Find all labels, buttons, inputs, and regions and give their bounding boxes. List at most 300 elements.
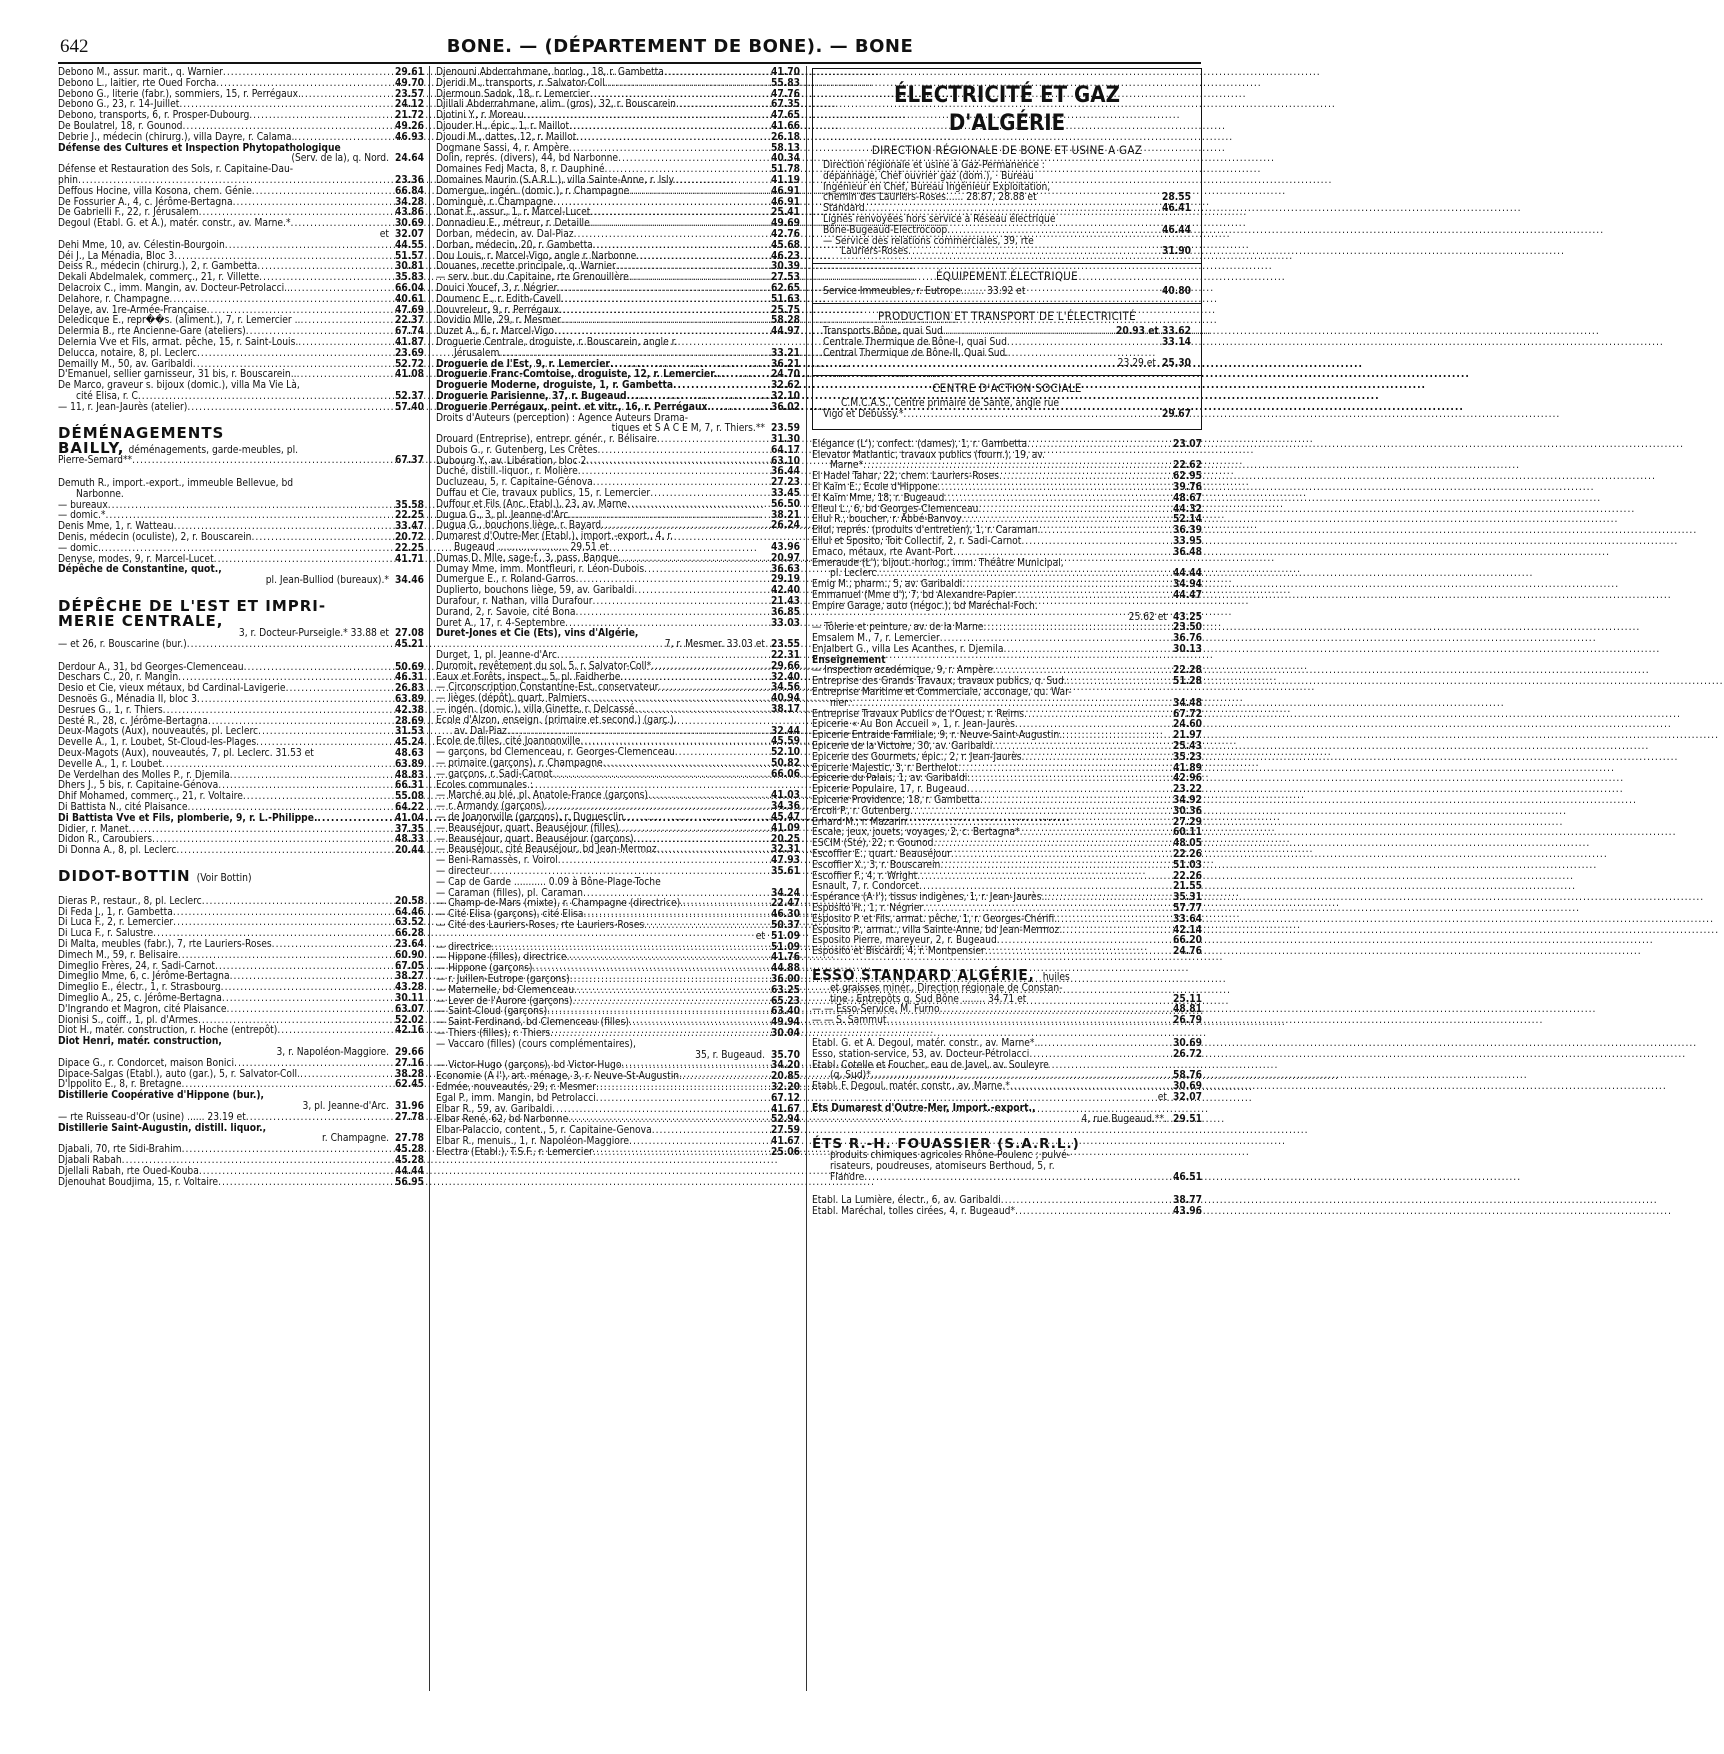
directory-entry xyxy=(58,760,424,771)
phone-number: 23.07 xyxy=(1173,438,1202,450)
entry-name: ESCIM (Sté), 22, r. Gounod xyxy=(812,838,934,850)
phone-number: 38.17 xyxy=(771,704,800,716)
entry-name: Droguerie de l'Est, 9, r. Lemercier xyxy=(436,358,610,370)
entry-line: Emeraude (L'), bijout.-horlog., imm. Théâtre Municipal, xyxy=(812,557,1064,569)
entry-name: Djenouhat Boudjima, 15, r. Voltaire xyxy=(58,1176,219,1188)
phone-number: 35.70 xyxy=(771,1049,800,1061)
entry-name: — Saint-Cloud (garçons) xyxy=(436,1006,548,1018)
column-3 xyxy=(812,68,1202,1217)
phone-number: 66.28 xyxy=(395,928,424,940)
phone-number: 45.21 xyxy=(395,638,424,650)
phone-number: 49.94 xyxy=(771,1017,800,1029)
entry-name: Edmée, nouveautés, 29, r. Mesmer xyxy=(436,1081,596,1093)
directory-entry xyxy=(58,1059,424,1070)
phone-number: 38.77 xyxy=(1173,1194,1202,1206)
entry-name: Djellali Rabah, rte Oued-Kouba xyxy=(58,1165,199,1177)
entry-line: Ets Dumarest d'Outre-Mer, Import.-export., xyxy=(812,1102,1036,1114)
advert-title: D'ALGÉRIE xyxy=(948,111,1066,136)
entry-name: Electra (Etabl.), T.S.F., r. Lemercier xyxy=(436,1146,593,1158)
entry-name: Donat F., assur., 1, r. Marcel-Lucet xyxy=(436,207,591,219)
entry-name: Djeridi M., transports, r. Salvator-Coll xyxy=(436,77,605,89)
entry-line: Défense des Cultures et Inspection Phytopathologique xyxy=(58,142,341,154)
entry-name: Di Battista N., cité Plaisance xyxy=(58,802,188,814)
entry-name: — Hippone (filles), directrice xyxy=(436,952,567,964)
entry-name: Esposito et Biscardi, 4, r. Montpensier xyxy=(812,946,985,958)
entry-name: Dugua G., bouchons liège, r. Bayard xyxy=(436,520,602,532)
header-rule xyxy=(58,62,1201,64)
entry-name: Epicerie Majestic, 3, r. Berthelot xyxy=(812,762,958,774)
directory-entry xyxy=(823,247,1191,258)
phone-number: 33.47 xyxy=(395,521,424,533)
entry-name: 23.29 et xyxy=(1117,358,1156,370)
phone-number: 25.30 xyxy=(1162,358,1191,370)
entry-name: Domaines Fedj Macta, 8, r. Dauphiné xyxy=(436,164,605,176)
leader-dots xyxy=(1015,591,1171,602)
phone-number: 63.89 xyxy=(395,758,424,770)
phone-number: 30.69 xyxy=(1173,1081,1202,1093)
entry-name: Denis Mme, 1, r. Watteau xyxy=(58,521,174,533)
phone-number: 35.31 xyxy=(1173,892,1202,904)
entry-name: — Champ-de-Mars (mixte), r. Champagne (directrice). xyxy=(436,898,684,910)
entry-name: Djotini Y., r. Moreau xyxy=(436,110,524,122)
leader-dots xyxy=(593,1148,769,1159)
entry-name: Epicerie des Gourmets, épic., 2, r. Jean-Jaurès xyxy=(812,751,1022,763)
entry-name: Dehi Mme, 10, av. Célestin-Bourgoin xyxy=(58,239,225,251)
entry-name: Esposito H., 1, r. Négrier xyxy=(812,903,924,915)
column-3-entries xyxy=(812,440,1202,1218)
entry-name: Debono, transports, 6, r. Prosper-Dubourg xyxy=(58,110,250,122)
entry-line: Entreprise Maritime et Commerciale, acconage, qu. War- xyxy=(812,687,1072,699)
entry-name: Desnoës G., Ménadia II, bloc 3 xyxy=(58,694,197,706)
advert-title: ÉLECTRICITÉ ET GAZ xyxy=(894,83,1120,108)
entry-name: Dimeglio A., 25, c. Jérôme-Bertagna xyxy=(58,992,222,1004)
entry-name: El Kaïm E., Ecole d'Hippone xyxy=(812,481,938,493)
entry-line: Ingénieur en Chef, Bureau Ingénieur Exploitation, xyxy=(823,181,1051,193)
phone-number: 27.53 xyxy=(771,272,800,284)
directory-entry xyxy=(812,861,1202,872)
entry-name: — Saint-Ferdinand, bd Clemenceau (filles) xyxy=(436,1017,629,1029)
phone-number: 67.35 xyxy=(771,99,800,111)
phone-number: 41.67 xyxy=(771,1103,800,1115)
entry-line: Ecoles communales : xyxy=(436,779,534,791)
leader-dots xyxy=(214,555,393,566)
entry-name: Droguerie Parisienne, 37, r. Bugeaud xyxy=(436,390,627,402)
phone-number: 23.59 xyxy=(771,423,800,435)
phone-number: 29.61 xyxy=(395,67,424,78)
phone-number: 42.16 xyxy=(395,1025,424,1037)
running-head: BONE. — (DÉPARTEMENT DE BONE). — BONE xyxy=(446,36,914,57)
phone-number: 48.63 xyxy=(395,748,424,760)
phone-number: 47.93 xyxy=(771,855,800,867)
advert-lines xyxy=(823,287,1191,298)
entry-name: Escoffier X., 3, r. Bouscarein xyxy=(812,859,941,871)
leader-dots xyxy=(178,951,393,962)
phone-number: 26.79 xyxy=(1173,1015,1202,1027)
entry-line: Droits d'Auteurs (perception) : Agence Auteurs Drama- xyxy=(436,412,689,424)
phone-number: 26.83 xyxy=(395,683,424,695)
phone-number: 51.57 xyxy=(395,250,424,262)
phone-number: 36.39 xyxy=(1173,525,1202,537)
entry-name: — et 26, r. Bouscarine (bur.) xyxy=(58,638,187,650)
phone-number: 21.97 xyxy=(1173,730,1202,742)
entry-line: — Vaccaro (filles) (cours complémentaires), xyxy=(436,1038,636,1050)
phone-number: 34.92 xyxy=(1173,795,1202,807)
phone-number: 58.28 xyxy=(771,315,800,327)
entry-name: Etabl. Maréchal, tolles cirées, 4, r. Bugeaud* xyxy=(812,1205,1016,1217)
leader-dots xyxy=(1015,1207,1171,1218)
phone-number: 49.26 xyxy=(395,120,424,132)
entry-name: Droguerie Franc-Comtoise, droguiste, 12, r. Lemercier. xyxy=(436,369,717,381)
entry-name: Dovidio Mlle, 29, r. Mesmer xyxy=(436,315,561,327)
entry-name: — Maternelle, bd Clemenceau xyxy=(436,984,575,996)
phone-number: 24.60 xyxy=(1173,719,1202,731)
phone-number: 36.48 xyxy=(1173,546,1202,558)
entry-line: et graisses minér., Direction régionale de Constan- xyxy=(830,982,1063,994)
entry-name: Debono G., 23, r. 14-Juillet xyxy=(58,99,180,111)
phone-number: 51.09 xyxy=(771,930,800,942)
entry-name: Déi J., La Ménadia, Bloc 3 xyxy=(58,250,175,262)
phone-number: 48.81 xyxy=(1173,1004,1202,1016)
phone-number: 46.51 xyxy=(1173,1171,1202,1183)
entry-line: Lignes renvoyées hors service à Réseau électrique xyxy=(823,213,1056,225)
directory-entry xyxy=(823,338,1191,349)
entry-name: Didier, r. Manet xyxy=(58,823,129,835)
directory-entry xyxy=(436,662,800,673)
entry-name: Dhers J., 5 bis, r. Capitaine-Génova xyxy=(58,780,219,792)
phone-number: 43.96 xyxy=(771,542,800,554)
phone-number: 58.76 xyxy=(1173,1070,1202,1082)
leader-dots xyxy=(202,897,393,908)
phone-number: 46.91 xyxy=(771,185,800,197)
entry-line: De Marco, graveur s. bijoux (domic.), villa Ma Vie Là, xyxy=(58,380,300,392)
phone-number: 22.28 xyxy=(1173,665,1202,677)
entry-name: Entreprise des Grands Travaux, travaux publics, q. Sud. xyxy=(812,676,1067,688)
directory-entry xyxy=(812,440,1202,451)
directory-entry xyxy=(436,241,800,252)
entry-name: Di Feda J., 1, r. Gambetta xyxy=(58,906,173,918)
entry-line: Défense et Restauration des Sols, r. Capitaine-Dau- xyxy=(58,164,294,176)
phone-number: 30.11 xyxy=(395,992,424,1004)
advert-lines xyxy=(823,161,1191,258)
entry-name: 7, r. Mesmer. 33.03 et xyxy=(664,639,765,651)
phone-number: 43.28 xyxy=(395,982,424,994)
directory-entry xyxy=(58,1005,424,1016)
entry-name: Epicerie de la Victoire, 30, av. Garibaldi xyxy=(812,741,993,753)
phone-number: 42.38 xyxy=(395,704,424,716)
entry-name: — Inspection académique, 9, r. Ampère xyxy=(812,665,993,677)
directory-entry xyxy=(436,986,800,997)
directory-entry xyxy=(436,295,800,306)
entry-name: Enjalbert G., villa Les Acanthes, r. Djemila xyxy=(812,643,1004,655)
phone-number: 45.68 xyxy=(771,239,800,251)
spacer xyxy=(812,1184,1202,1196)
phone-number: 65.23 xyxy=(771,995,800,1007)
entry-name: — Beauséjour, quart. Beauséjour (filles) xyxy=(436,822,619,834)
phone-number: 41.19 xyxy=(771,174,800,186)
leader-dots xyxy=(1025,287,1160,298)
leader-dots xyxy=(1027,440,1171,451)
phone-number: 30.04 xyxy=(771,1027,800,1039)
leader-dots xyxy=(197,349,393,360)
phone-number: 20.85 xyxy=(771,1071,800,1083)
phone-number: 30.36 xyxy=(1173,805,1202,817)
phone-number: 48.33 xyxy=(395,834,424,846)
entry-name: Dipace-Salgas (Etabl.), auto (gar.), 5, r. Salvator-Coll. xyxy=(58,1068,301,1080)
entry-name: — Hippone (garçons) xyxy=(436,963,533,975)
leader-dots xyxy=(1007,338,1160,349)
directory-entry xyxy=(58,133,424,144)
phone-number: 32.40 xyxy=(771,671,800,683)
entry-name: — directeur xyxy=(436,865,490,877)
entry-name: Esnault, 7, r. Condorcet xyxy=(812,881,920,893)
phone-number: 50.82 xyxy=(771,758,800,769)
phone-number: 47.76 xyxy=(771,88,800,100)
entry-name: Durafour, r. Nathan, villa Durafour xyxy=(436,596,593,608)
entry-name: Debono M., assur. marit., q. Warnier xyxy=(58,67,223,78)
spacer xyxy=(58,651,424,663)
phone-number: 48.05 xyxy=(1173,838,1202,850)
leader-dots xyxy=(317,814,393,825)
phone-number: 27.59 xyxy=(771,1125,800,1137)
entry-name: Delernia Vve et Fils, armat. pêche, 15, r. Saint-Louis. xyxy=(58,336,299,348)
phone-number: 34.28 xyxy=(395,196,424,208)
entry-name: Elégance (L'), confect. (dames), 1, r. Gambetta xyxy=(812,438,1028,450)
entry-name: 3, pl. Jeanne-d'Arc. xyxy=(302,1100,389,1112)
leader-dots xyxy=(499,349,769,360)
section-heading: MERIE CENTRALE, xyxy=(58,612,224,631)
entry-name: Escale, jeux, jouets, voyages, 2, c. Bertagna* xyxy=(812,827,1020,839)
entry-line: Enseignement xyxy=(812,654,886,666)
phone-number: 46.23 xyxy=(771,250,800,262)
entry-name: Dumas D. Mlle, sage-f., 3, pass. Banque xyxy=(436,552,619,564)
entry-name: Economie (A l'), art. ménage, 3, r. Neuve-St-Augustin. xyxy=(436,1071,682,1083)
phone-number: 40.80 xyxy=(1162,286,1191,298)
entry-name: Dugua G., 3, pl. Jeanne-d'Arc xyxy=(436,509,569,521)
entry-name: — Marché au blé, pl. Anatole-France (garçons) xyxy=(436,790,648,802)
phone-number: 41.09 xyxy=(771,822,800,834)
directory-entry xyxy=(812,915,1202,926)
phone-number: 23.55 xyxy=(771,639,800,651)
entry-name: tine : Entrepôts q. Sud Bône ........ 34.71 et xyxy=(830,993,1027,1005)
entry-name: Ellul, représ. (produits d'entretien), 1, r. Caraman. xyxy=(812,525,1041,537)
phone-number: 26.18 xyxy=(771,131,800,143)
phone-number: 44.55 xyxy=(395,239,424,251)
phone-number: 34.48 xyxy=(1173,697,1202,709)
phone-number: 33.03 xyxy=(771,617,800,629)
entry-name: Debono G., literie (fabr.), sommiers, 15, r. Perrégaux. xyxy=(58,88,301,100)
entry-name: — domic. xyxy=(58,542,101,554)
entry-line xyxy=(58,438,424,457)
entry-line: Distillerie Saint-Augustin, distill. liquor., xyxy=(58,1122,267,1134)
leader-dots xyxy=(176,846,393,857)
entry-name: — Circonscription Constantine-Est, conservateur xyxy=(436,682,659,694)
entry-name: Di Malta, meubles (fabr.), 7, rte Lauriers-Roses xyxy=(58,938,272,950)
leader-dots xyxy=(619,824,769,835)
phone-number: 63.07 xyxy=(395,1003,424,1015)
phone-number: 31.53 xyxy=(395,726,424,738)
entry-name: Ellul et Sposito, Toit Collectif, 2, r. Sadi-Carnot xyxy=(812,535,1022,547)
section-heading xyxy=(58,869,424,885)
page-number: 642 xyxy=(60,36,89,57)
entry-name: Escoffier E., quart. Beauséjour xyxy=(812,849,951,861)
entry-name: et xyxy=(755,930,765,942)
phone-number: 45.28 xyxy=(395,1144,424,1156)
leader-dots xyxy=(1001,1196,1171,1207)
section-heading: DÉPÊCHE DE L'EST ET IMPRI- xyxy=(58,597,327,616)
entry-name: — r. Armandy (garçons) xyxy=(436,801,545,813)
directory-entry xyxy=(436,1148,800,1159)
phone-number: 52.94 xyxy=(771,1114,800,1126)
phone-number: 41.76 xyxy=(771,952,800,964)
entry-name: Egal P., imm. Mangin, bd Petrolacci xyxy=(436,1092,596,1104)
phone-number: 51.09 xyxy=(771,941,800,953)
leader-dots xyxy=(864,1173,1171,1184)
entry-name: r. Champagne. xyxy=(321,1133,389,1145)
entry-name: Erhard M., r. Mazarin xyxy=(812,816,907,828)
entry-name: Elleul L., 6, bd Georges-Clemenceau xyxy=(812,503,979,515)
directory-entry xyxy=(436,349,800,360)
entry-name: 3, r. Docteur-Purseigle.* 33.88 et xyxy=(238,628,389,640)
entry-name: Dipace G., r. Condorcet, maison Bonici xyxy=(58,1057,235,1069)
leader-dots xyxy=(294,133,393,144)
entry-line: Droguerie Centrale, droguiste, r. Bouscarein, angle r. xyxy=(436,336,678,348)
phone-number: 63.52 xyxy=(395,917,424,929)
phone-number: 43.25 xyxy=(1173,611,1202,623)
phone-number: 22.31 xyxy=(771,650,800,662)
directory-entry xyxy=(58,640,424,651)
leader-dots xyxy=(225,241,393,252)
leader-dots xyxy=(574,986,769,997)
entry-name: Dhif Mohamed, commerç., 21, r. Voltaire xyxy=(58,791,243,803)
leader-dots xyxy=(940,861,1171,872)
entry-name: Dimeglio Mme, 6, c. Jérôme-Bertagna xyxy=(58,971,230,983)
entry-name: Djoudi M., dattes, 12, r. Maillot xyxy=(436,131,577,143)
entry-line: C.M.C.A.S., Centre primaire de Santé, angle rue xyxy=(841,398,1060,410)
entry-name: Esposito P. et Fils, armat. pêche, 1, r. Georges-Chérifi. xyxy=(812,913,1058,925)
leader-dots xyxy=(169,295,393,306)
entry-name: — rte Ruisseau-d'Or (usine) ...... 23.19 et xyxy=(58,1111,246,1123)
entry-name: Duché, distill.-liquor., r. Molière xyxy=(436,466,578,478)
phone-number: 33.45 xyxy=(771,488,800,500)
phone-number: 64.46 xyxy=(395,906,424,918)
phone-number: 34.24 xyxy=(771,887,800,899)
entry-name: — Cap de Garde ........... 0.09 à Bône-Plage-Toche xyxy=(436,876,661,888)
phone-number: 46.41 xyxy=(1162,203,1191,215)
phone-number: 51.78 xyxy=(771,164,800,176)
directory-entry xyxy=(812,494,1202,505)
entry-name: El Kaïm Mme, 18, r. Bugeaud xyxy=(812,492,945,504)
phone-number: 32.44 xyxy=(771,725,800,737)
advert-subheading: DIRECTION RÉGIONALE DE BONE ET USINE A GAZ xyxy=(871,143,1143,157)
entry-name: Delacroix C., imm. Mangin, av. Docteur-Petrolacci.. xyxy=(58,282,291,294)
phone-number: 48.83 xyxy=(395,769,424,781)
section-heading xyxy=(812,966,1202,984)
directory-entry xyxy=(436,133,800,144)
entry-line: Ecole d'Alzon, enseign. (primaire et second.) (garç.), xyxy=(436,714,677,726)
leader-dots xyxy=(291,219,393,230)
divider xyxy=(813,375,1201,376)
directory-entry xyxy=(812,1016,1202,1027)
phone-number: 24.12 xyxy=(395,99,424,111)
advert-subheading: PRODUCTION ET TRANSPORT DE L'ÉLECTRICITÉ xyxy=(878,308,1136,323)
phone-number: 52.02 xyxy=(395,1014,424,1026)
directory-entry xyxy=(436,878,800,889)
entry-name: Centrale Thermique de Bône-I, quai Sud xyxy=(823,336,1007,348)
phone-number: 25.41 xyxy=(771,207,800,219)
leader-dots xyxy=(132,456,393,467)
phone-number: 50.37 xyxy=(771,919,800,931)
phone-number: 66.20 xyxy=(1173,935,1202,947)
entry-name: Esso, station-service, 53, av. Docteur-Pétrolacci xyxy=(812,1048,1030,1060)
entry-name: Elbar R., 59, av. Garibaldi xyxy=(436,1103,553,1115)
phone-number: 22.62 xyxy=(1173,460,1202,472)
entry-name: Espérance (A l'), tissus indigènes, 1, r. Jean-Jaurès.. xyxy=(812,892,1048,904)
column-1 xyxy=(58,68,424,1188)
phone-number: 36.00 xyxy=(771,973,800,985)
phone-number: 32.07 xyxy=(1173,1091,1202,1103)
entry-name: Dekali Abdelmalek, commerç., 21, r. Villette xyxy=(58,272,260,284)
entry-name: Elbar-Palaccio, content., 5, r. Capitaine-Genova xyxy=(436,1125,652,1137)
entry-name: Dimeglio E., électr., 1, r. Strasbourg xyxy=(58,982,221,994)
directory-entry xyxy=(436,770,800,781)
phone-number: 23.64 xyxy=(395,938,424,950)
entry-name: Delahore, r. Champagne xyxy=(58,293,170,305)
phone-number: 41.70 xyxy=(771,67,800,78)
entry-name: Dorban, médecin, av. Dal-Piaz xyxy=(436,228,574,240)
leader-dots xyxy=(252,187,393,198)
entry-name: Standard xyxy=(823,203,865,215)
entry-name: tiques et S A C E M, 7, r. Thiers.** xyxy=(611,423,765,435)
entry-line: Distillerie Coopérative d'Hippone (bur.), xyxy=(58,1090,265,1102)
entry-name: Esposito Pierre, mareyeur, 2, r. Bugeaud xyxy=(812,935,997,947)
phone-number: 46.30 xyxy=(771,909,800,921)
section-heading: DÉMÉNAGEMENTS xyxy=(58,423,225,442)
phone-number: 25.43 xyxy=(1173,741,1202,753)
phone-number: 33.95 xyxy=(1173,535,1202,547)
entry-line: Central Thermique de Bône-II, Quai Sud. xyxy=(823,347,1009,359)
entry-name: Epicerie Providence, 18, r. Gambetta xyxy=(812,795,980,807)
entry-name: pl. Jean-Bulliod (bureaux).* xyxy=(265,575,389,587)
phone-number: 49.69 xyxy=(771,218,800,230)
phone-number: 27.08 xyxy=(395,628,424,640)
entry-name: Etabl. La Lumière, électr., 6, av. Garibaldi xyxy=(812,1194,1001,1206)
entry-name: Dieras P., restaur., 8, pl. Leclerc xyxy=(58,895,202,907)
phone-number: 36.02 xyxy=(771,401,800,413)
directory-entry xyxy=(823,410,1191,421)
entry-name: — Cité des Lauriers-Roses, rte Lauriers-Roses xyxy=(436,919,645,931)
entry-name: Pierre-Semard** xyxy=(58,455,133,467)
directory-entry xyxy=(58,814,424,825)
entry-name: — de Joanonville (garçons), r. Duguesclin xyxy=(436,811,624,823)
directory-entry xyxy=(812,1207,1202,1218)
leader-dots xyxy=(561,295,769,306)
phone-number: 45.28 xyxy=(395,1154,424,1166)
entry-name: — ingén. (domic.), villa Ginette, r. Delcassé xyxy=(436,704,635,716)
column-2 xyxy=(436,68,800,1158)
entry-name: — — Esso-Service, M. Furno xyxy=(812,1004,940,1016)
directory-entry xyxy=(812,1173,1202,1184)
phone-number: 41.04 xyxy=(395,812,424,824)
entry-name: Didon R., Caroubiers xyxy=(58,834,153,846)
phone-number: 66.04 xyxy=(395,282,424,294)
phone-number: 21.55 xyxy=(1173,881,1202,893)
phone-number: 67.12 xyxy=(771,1092,800,1104)
phone-number: 55.08 xyxy=(395,791,424,803)
phone-number: 38.21 xyxy=(771,509,800,521)
phone-number: 35.83 xyxy=(395,272,424,284)
entry-name: — lièges (dépôt), quart. Palmiers xyxy=(436,693,587,705)
directory-entry xyxy=(812,548,1202,559)
